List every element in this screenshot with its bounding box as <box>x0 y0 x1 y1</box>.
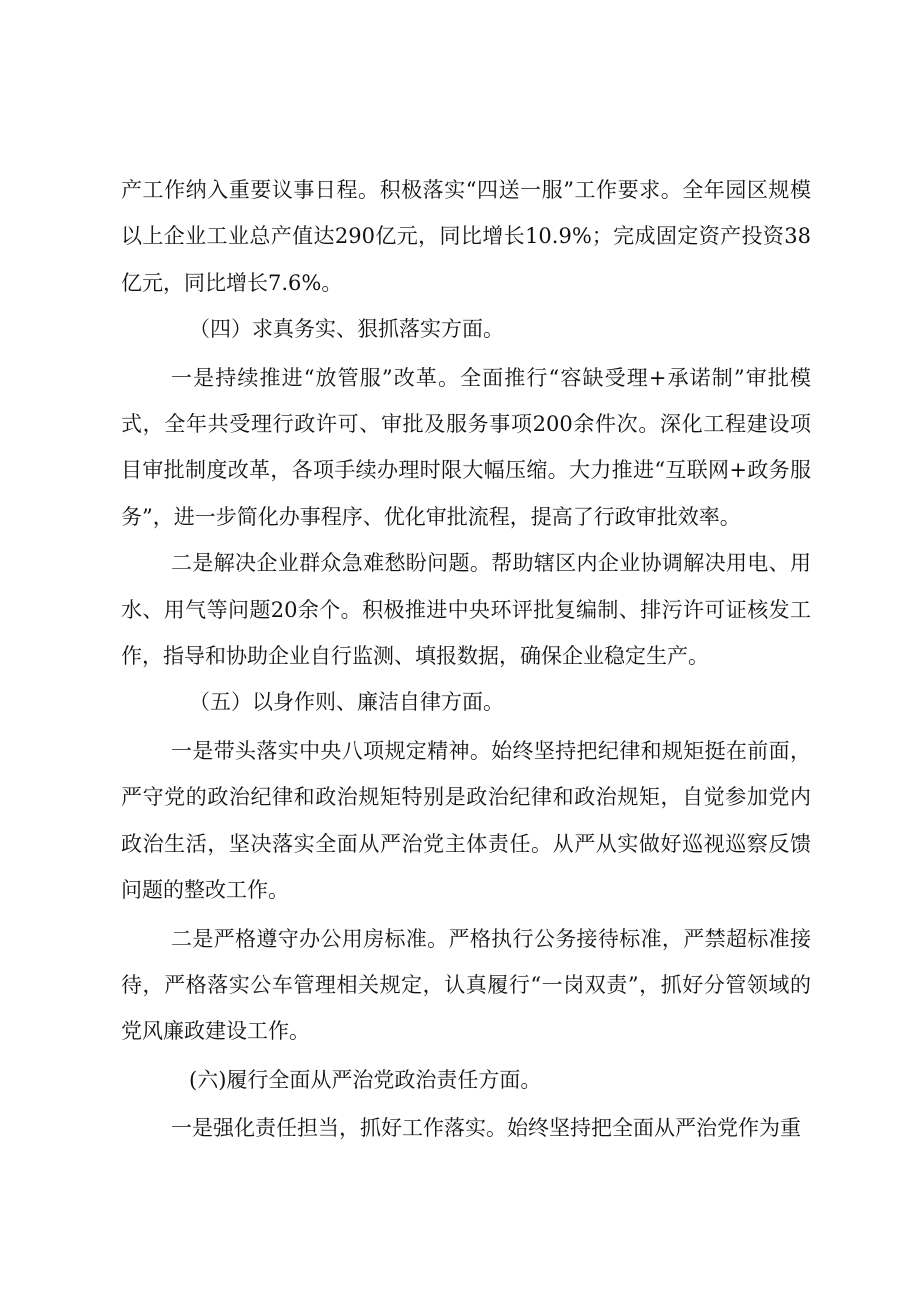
section-heading-4: （四）求真务实、狠抓落实方面。 <box>189 317 504 342</box>
paragraph-reform: 一是持续推进“放管服”改革。全面推行“容缺受理+承诺制”审批模式，全年共受理行政许可、审批及服务事项200余件次。深化工程建设项目审批制度改革，各项手续办理时限大幅压缩。大力推进“互联网+政务服务”，进一步简化办事程序、优化审批流程，提高了行政审批效率。 <box>121 365 811 529</box>
section-heading-6: (六)履行全面从严治党政治责任方面。 <box>189 1067 542 1092</box>
paragraph-continuation: 产工作纳入重要议事日程。积极落实“四送一服”工作要求。全年园区规模以上企业工业总产值达290亿元，同比增长10.9%；完成固定资产投资38亿元，同比增长7.6%。 <box>121 178 811 295</box>
paragraph-enterprise-issues: 二是解决企业群众急难愁盼问题。帮助辖区内企业协调解决用电、用水、用气等问题20余个。积极推进中央环评批复编制、排污许可证核发工作，指导和协助企业自行监测、填报数据，确保企业稳定生产。 <box>121 551 811 669</box>
section-heading-5: （五）以身作则、廉洁自律方面。 <box>189 690 504 715</box>
document-body <box>121 167 811 1152</box>
paragraph-office-standards: 二是严格遵守办公用房标准。严格执行公务接待标准，严禁超标准接待，严格落实公车管理相关规定，认真履行“一岗双责”，抓好分管领域的党风廉政建设工作。 <box>121 926 811 1044</box>
paragraph-eight-rules: 一是带头落实中央八项规定精神。始终坚持把纪律和规矩挺在前面，严守党的政治纪律和政治规矩特别是政治纪律和政治规矩，自觉参加党内政治生活，坚决落实全面从严治党主体责任。从严从实做好巡视巡察反馈问题的整改工作。 <box>121 738 811 903</box>
paragraph-responsibility: 一是强化责任担当，抓好工作落实。始终坚持把全面从严治党作为重 <box>171 1116 801 1141</box>
